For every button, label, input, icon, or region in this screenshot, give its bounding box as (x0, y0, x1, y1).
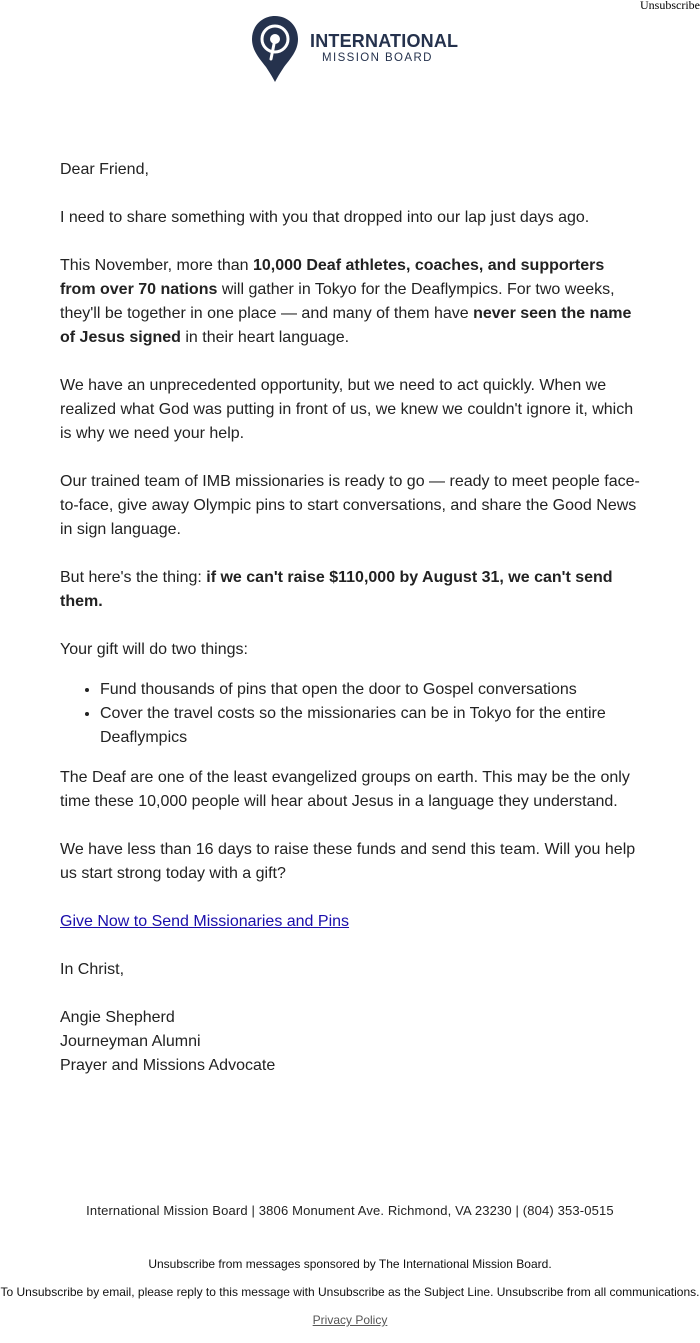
closing: In Christ, (60, 961, 125, 978)
paragraph-8: We have less than 16 days to raise these funds and send this team. Will you help us start strong today with a gift? (60, 841, 636, 882)
list-item: • Cover the travel costs so the missionaries can be in Tokyo for the entire Deaflympics (100, 702, 640, 750)
logo-text-international: INTERNATIONAL (310, 31, 459, 51)
list-item: • Fund thousands of pins that open the door to Gospel conversations (100, 678, 640, 702)
privacy-policy-link[interactable]: Privacy Policy (312, 1313, 388, 1327)
signature-title-2: Prayer and Missions Advocate (60, 1057, 276, 1074)
signature-title-1: Journeyman Alumni (60, 1033, 201, 1050)
paragraph-1: I need to share something with you that dropped into our lap just days ago. (60, 209, 590, 226)
p2-bold-athletes: 10,000 Deaf athletes, coaches, and supporters from over 70 nations (60, 257, 605, 298)
imb-logo (251, 15, 459, 85)
signature (60, 1006, 640, 1078)
gift-list (60, 678, 640, 750)
p2-text-e: in their heart language. (180, 329, 350, 346)
logo-text-mission-board: MISSION BOARD (322, 52, 433, 64)
cta-paragraph (60, 910, 640, 934)
give-now-link[interactable]: Give Now to Send Missionaries and Pins (60, 913, 350, 930)
p5-text-a: But here's the thing: (60, 569, 207, 586)
footer-unsubscribe-sponsored: Unsubscribe from messages sponsored by The International Mission Board. (148, 1257, 552, 1271)
paragraph-7: The Deaf are one of the least evangelized groups on earth. This may be the only time these 10,000 people will hear about Jesus in a language they understand. (60, 769, 630, 810)
paragraph-2 (60, 254, 640, 350)
letter-body (60, 158, 640, 1078)
footer-unsubscribe-email: To Unsubscribe by email, please reply to this message with Unsubscribe as the Subject Line. Unsubscribe from all communications. (0, 1285, 700, 1299)
map-pin-logo-icon (251, 15, 299, 83)
top-unsubscribe-link[interactable]: Unsubscribe (640, 0, 700, 12)
paragraph-5 (60, 566, 640, 614)
p2-bold-jesus: never seen the name of Jesus signed (60, 305, 632, 346)
paragraph-6: Your gift will do two things: (60, 641, 248, 658)
signature-name: Angie Shepherd (60, 1009, 175, 1026)
footer-address: International Mission Board | 3806 Monument Ave. Richmond, VA 23230 | (804) 353-0515 (86, 1203, 614, 1218)
paragraph-3: We have an unprecedented opportunity, but we need to act quickly. When we realized what God was putting in front of us, we knew we couldn't ignore it, which is why we need your help. (60, 377, 634, 442)
p5-bold-goal: if we can't raise $110,000 by August 31, we can't send them. (60, 569, 613, 610)
footer-privacy (0, 1313, 700, 1327)
p2-text-c: will gather in Tokyo for the Deaflympics. For two weeks, they'll be together in one place — and many of them have (60, 281, 615, 322)
paragraph-4: Our trained team of IMB missionaries is ready to go — ready to meet people face-to-face, give away Olympic pins to start conversations, and share the Good News in sign language. (60, 473, 640, 538)
greeting: Dear Friend, (60, 161, 149, 178)
p2-text-a: This November, more than (60, 257, 253, 274)
